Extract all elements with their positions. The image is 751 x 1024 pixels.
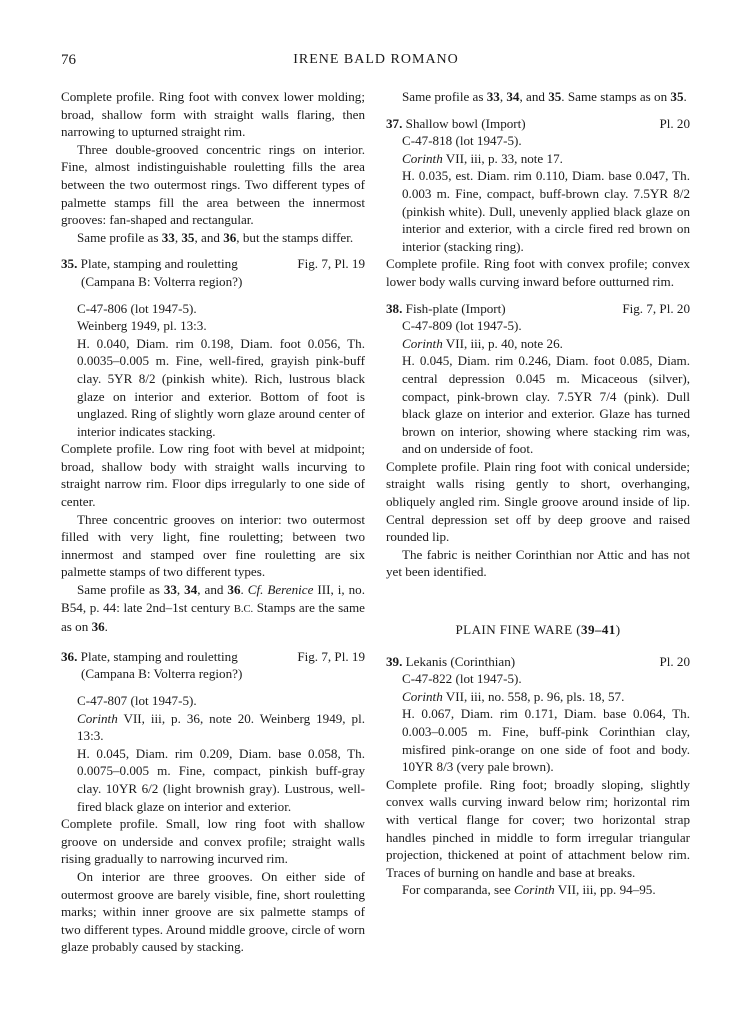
bibliography: Corinth VII, iii, no. 558, p. 96, pls. 18, 57. bbox=[402, 688, 625, 704]
inventory-number: C-47-806 (lot 1947-5). bbox=[77, 300, 197, 316]
entry-title: Shallow bowl (Import) bbox=[405, 115, 526, 131]
inventory-number: C-47-818 (lot 1947-5). bbox=[402, 133, 522, 149]
paragraph: Complete profile. Ring foot with convex lower molding; broad, shallow form with straight walls flaring, then narrowing to upturned straight rim. bbox=[61, 89, 365, 140]
paragraph: Three concentric grooves on interior: two outermost filled with very light, fine rouletting; between two innermost and stamped over fine rouletting are six palmette stamps of two different types. bbox=[61, 511, 365, 580]
entry-heading-35 bbox=[61, 255, 365, 273]
figure-reference: Pl. 20 bbox=[659, 653, 690, 669]
catalog-ref: 36 bbox=[223, 229, 237, 245]
description: H. 0.045, Diam. rim 0.209, Diam. base 0.058, Th. 0.0075–0.005 m. Fine, compact, pinkish buff-gray clay. 10YR 6/2 (light brownish gray). Lustrous, well-fired black glaze on interior and exterior. bbox=[77, 745, 365, 814]
right-column bbox=[386, 88, 690, 899]
bibliography: Corinth VII, iii, p. 33, note 17. bbox=[402, 150, 563, 166]
page-header bbox=[61, 52, 691, 74]
bibliography: Weinberg 1949, pl. 13:3. bbox=[77, 318, 207, 334]
description: H. 0.040, Diam. rim 0.198, Diam. foot 0.056, Th. 0.0035–0.005 m. Fine, well-fired, grayish pink-buff clay. 5YR 8/2 (pinkish white). Rich, lustrous black glaze on interior and exterior. Bottom of foot is unglazed. Ring of slightly worn glaze around center of interior indicates stacking. bbox=[77, 335, 365, 439]
paragraph: Three double-grooved concentric rings on interior. Fine, almost indistinguishable rouletting fills the area between the two outermost rings. Two different types of palmette stamps fill the area between the innermost grooves: fan-shaped and rectangular. bbox=[61, 141, 365, 228]
entry-number: 39. bbox=[386, 653, 403, 669]
entry-number: 35. bbox=[61, 256, 78, 272]
paragraph: The fabric is neither Corinthian nor Attic and has not yet been identified. bbox=[386, 546, 690, 580]
entry-subtitle: (Campana B: Volterra region?) bbox=[81, 666, 243, 682]
entry-title: Plate, stamping and rouletting bbox=[80, 256, 238, 272]
paragraph: For comparanda, see Corinth VII, iii, pp. 94–95. bbox=[402, 882, 656, 898]
entry-heading-39 bbox=[386, 653, 690, 671]
description: H. 0.067, Diam. rim 0.171, Diam. base 0.064, Th. 0.003–0.005 m. Fine, buff-pink Corinthian clay, misfired pink-orange on one side of foot and body. 10YR 8/3 (very pale brown). bbox=[402, 706, 690, 775]
bibliography: Corinth VII, iii, p. 40, note 26. bbox=[402, 335, 563, 351]
paragraph: Same profile as 33, 34, and 36. Cf. Berenice III, i, no. B54, p. 44: late 2nd–1st century B.C. Stamps are the same as on 36. bbox=[61, 582, 365, 635]
bibliography: Corinth VII, iii, p. 36, note 20. Weinberg 1949, pl. 13:3. bbox=[77, 710, 365, 744]
page-number: 76 bbox=[61, 52, 76, 68]
paragraph: On interior are three grooves. On either side of outermost groove are barely visible, fine, short rouletting marks; within inner groove are six palmette stamps of two different types. Around middle groove, circle of worn glaze probably caused by stacking. bbox=[61, 868, 365, 955]
paragraph: Complete profile. Low ring foot with bevel at midpoint; broad, shallow body with straight walls incurving to straight narrow rim. Floor dips irregularly to one side of center. bbox=[61, 441, 365, 510]
inventory-number: C-47-807 (lot 1947-5). bbox=[77, 693, 197, 708]
inventory-number: C-47-822 (lot 1947-5). bbox=[402, 671, 522, 687]
entry-subtitle: (Campana B: Volterra region?) bbox=[81, 273, 243, 289]
paragraph: Complete profile. Ring foot; broadly sloping, slightly convex walls curving inward below rim; horizontal rim with vertical flange for cover; two horizontal strap handles pinched in middle to form irregular triangular projection, thickened at point of attachment below rim. Traces of burning on handle and base at breaks. bbox=[386, 776, 690, 880]
left-column bbox=[61, 88, 365, 956]
figure-reference: Fig. 7, Pl. 20 bbox=[622, 300, 690, 316]
entry-title: Plate, stamping and rouletting bbox=[80, 648, 238, 664]
running-head: IRENE BALD ROMANO bbox=[293, 52, 459, 67]
entry-heading-36 bbox=[61, 648, 365, 666]
figure-reference: Fig. 7, Pl. 19 bbox=[297, 256, 365, 272]
entry-heading-37 bbox=[386, 115, 690, 133]
paragraph: Same profile as 33, 34, and 35. Same stamps as on 35. bbox=[402, 89, 687, 104]
paragraph: Complete profile. Small, low ring foot with shallow groove on underside and convex profile; straight walls rising gradually to narrowing incurved rim. bbox=[61, 816, 365, 867]
figure-reference: Pl. 20 bbox=[659, 115, 690, 131]
entry-title: Fish-plate (Import) bbox=[405, 300, 506, 316]
inventory-number: C-47-809 (lot 1947-5). bbox=[402, 318, 522, 334]
section-heading: PLAIN FINE WARE (39–41) bbox=[455, 622, 621, 638]
entry-number: 38. bbox=[386, 300, 403, 316]
entry-title: Lekanis (Corinthian) bbox=[405, 653, 516, 669]
entry-number: 36. bbox=[61, 648, 78, 664]
entry-heading-38 bbox=[386, 300, 690, 318]
paragraph: Complete profile. Plain ring foot with conical underside; straight walls rising gently to short, overhanging, obliquely angled rim. Single groove around inside of lip. Central depression set off by deep groove and raised rounded lip. bbox=[386, 458, 690, 545]
figure-reference: Fig. 7, Pl. 19 bbox=[297, 648, 365, 664]
description: H. 0.035, est. Diam. rim 0.110, Diam. base 0.047, Th. 0.003 m. Fine, compact, buff-brown clay. 7.5YR 8/2 (pinkish white). Dull, unevenly applied black glaze on interior and exterior, with a circle fired red brown on interior (stacking ring). bbox=[402, 168, 690, 254]
paragraph: Complete profile. Ring foot with convex profile; convex lower body walls curving inward before outturned rim. bbox=[386, 256, 690, 289]
entry-number: 37. bbox=[386, 115, 403, 131]
catalog-ref: 35 bbox=[181, 229, 195, 245]
catalog-ref: 33 bbox=[161, 229, 175, 245]
description: H. 0.045, Diam. rim 0.246, Diam. foot 0.085, Diam. central depression 0.045 m. Micaceous (silver), compact, pink-brown clay. 7.5YR 7/4 (pink). Dull black glaze on interior and exterior. Glaze has turned brown on interior, showing where stacking rim was, and on underside of foot. bbox=[402, 353, 690, 457]
paragraph: Same profile as 33, 35, and 36, but the stamps differ. bbox=[77, 229, 354, 245]
